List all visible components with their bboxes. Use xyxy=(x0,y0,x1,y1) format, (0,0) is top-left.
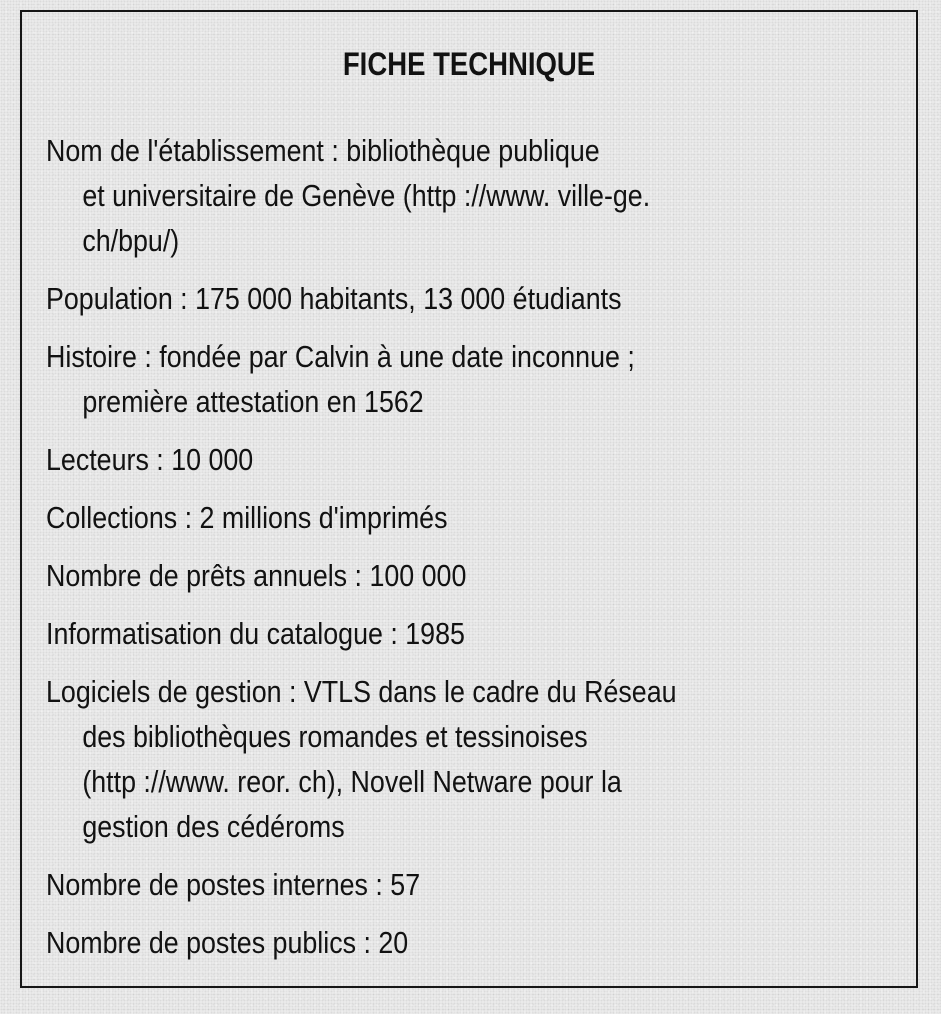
entry-management-software xyxy=(46,669,896,849)
entry-line: gestion des cédéroms xyxy=(82,809,345,844)
entry-line: Logiciels de gestion : VTLS dans le cadre du Réseau xyxy=(46,674,677,709)
entry-annual-loans xyxy=(46,553,896,598)
entry-collections xyxy=(46,495,896,540)
entry-line: ch/bpu/) xyxy=(82,223,180,258)
entry-line: et universitaire de Genève (http ://www. ville-ge. xyxy=(82,178,651,213)
entry-line: (http ://www. reor. ch), Novell Netware pour la xyxy=(82,764,622,799)
entry-line: Histoire : fondée par Calvin à une date inconnue ; xyxy=(46,339,635,374)
entry-line: Nombre de postes publics : 20 xyxy=(46,925,409,960)
entry-line: Collections : 2 millions d'imprimés xyxy=(46,500,448,535)
entry-establishment xyxy=(46,128,896,263)
entry-catalogue-computerization xyxy=(46,611,896,656)
entry-readers xyxy=(46,437,896,482)
entry-history xyxy=(46,334,896,424)
entry-list xyxy=(46,128,896,978)
entry-population xyxy=(46,276,896,321)
entry-internal-workstations xyxy=(46,862,896,907)
entry-line: Nombre de prêts annuels : 100 000 xyxy=(46,558,467,593)
entry-line: Nom de l'établissement : bibliothèque publique xyxy=(46,133,600,168)
fact-sheet-box xyxy=(20,10,918,988)
entry-line: Lecteurs : 10 000 xyxy=(46,442,254,477)
entry-line: Population : 175 000 habitants, 13 000 étudiants xyxy=(46,281,622,316)
entry-line: Nombre de postes internes : 57 xyxy=(46,867,421,902)
entry-line: Informatisation du catalogue : 1985 xyxy=(46,616,465,651)
entry-public-workstations xyxy=(46,920,896,965)
sheet-title: FICHE TECHNIQUE xyxy=(342,46,596,82)
entry-line: première attestation en 1562 xyxy=(82,384,424,419)
entry-line: des bibliothèques romandes et tessinoises xyxy=(82,719,588,754)
